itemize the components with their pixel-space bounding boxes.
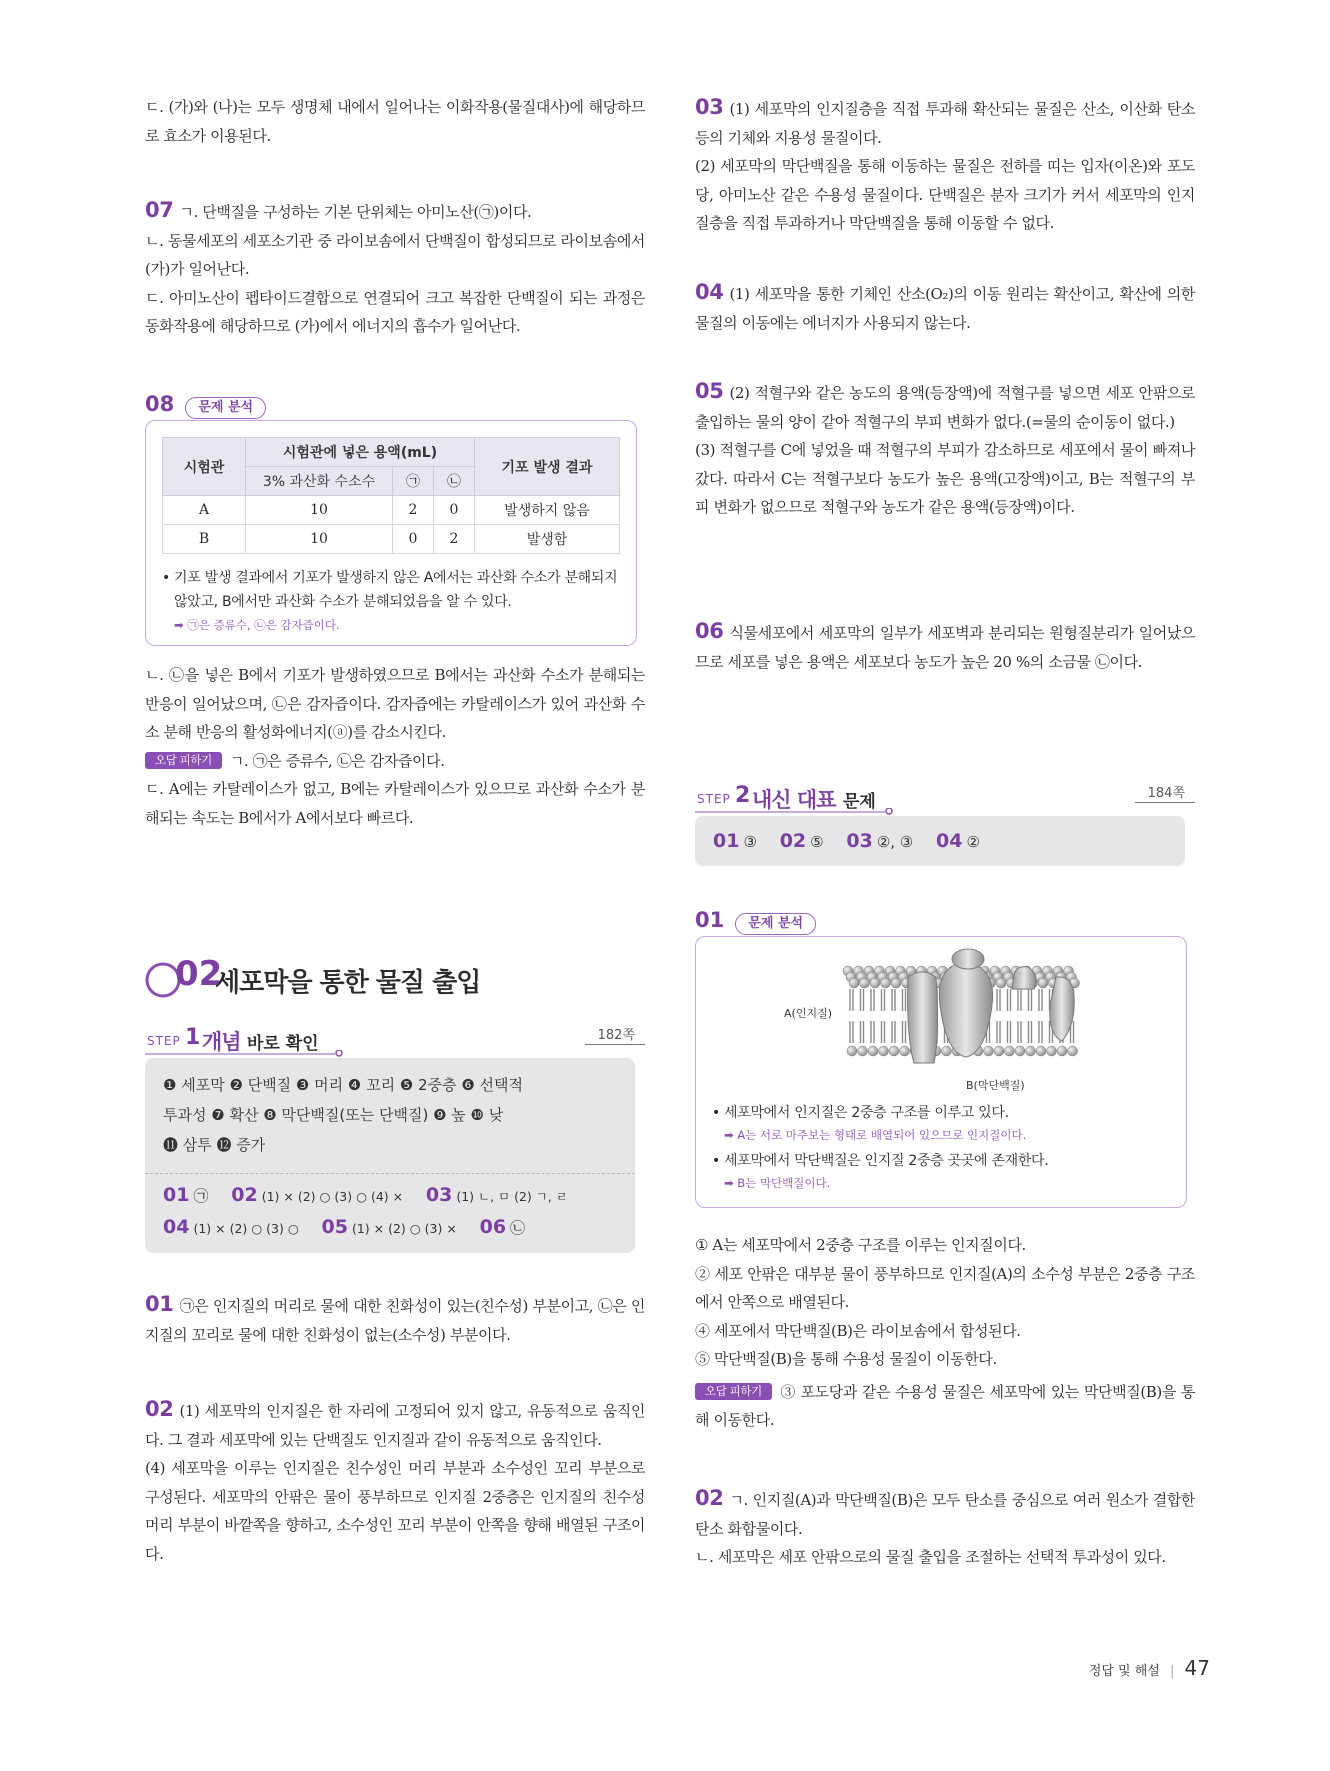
answer-line: (3) 적혈구를 C에 넣었을 때 적혈구의 부피가 감소하므로 세포에서 물이 빠져나갔다. 따라서 C는 적혈구보다 농도가 높은 용액(고장액)이고, B는 적혈구의 부피 변화가 없으므로 적혈구와 농도가 같은 용액(등장액)이다. — [695, 441, 1195, 516]
answer-number: 01 — [145, 1292, 174, 1316]
step1-box — [145, 1058, 635, 1253]
answer-line: ㄱ. 단백질을 구성하는 기본 단위체는 아미노산(㉠)이다. — [179, 203, 532, 221]
step-underline — [145, 1050, 345, 1058]
step1-answer-06 — [695, 617, 1195, 676]
cell-tube: B — [163, 525, 246, 554]
answer-07 — [145, 196, 645, 341]
answer-number: 03 — [695, 95, 724, 119]
answer-line: (2) 적혈구와 같은 농도의 용액(등장액)에 적혈구를 넣으면 세포 안팎으로 출입하는 물의 양이 같아 적혈구의 부피 변화가 없다.(=물의 순이동이 없다.) — [695, 384, 1195, 431]
answer-number: 06 — [479, 1216, 507, 1238]
keyword-list — [163, 1070, 623, 1160]
step1-answer-02 — [145, 1395, 645, 1568]
problem-01-header — [695, 908, 1195, 938]
analysis-box — [695, 936, 1187, 1208]
analysis-bullet: • 세포막에서 막단백질은 인지질 2중층 곳곳에 존재한다. — [712, 1149, 1172, 1173]
section-number: 02 — [175, 954, 223, 994]
th-a: ㉠ — [393, 467, 434, 496]
answer-number: 04 — [936, 830, 963, 852]
step-number: 2 — [735, 783, 751, 808]
answer-line: ㄴ. 세포막은 세포 안팎으로의 물질 출입을 조절하는 선택적 투과성이 있다. — [695, 1548, 1166, 1566]
answer-number: 03 — [425, 1184, 453, 1206]
answer-line: (4) 세포막을 이루는 인지질은 친수성인 머리 부분과 소수성인 꼬리 부분으로 구성된다. 세포막의 안팎은 물이 풍부하므로 인지질 2중층은 인지질의 친수성 머리 부분이 바깥쪽을 향하고, 소수성인 꼬리 부분이 안쪽을 향해 배열된 구조이다. — [145, 1459, 645, 1563]
cell-result: 발생하지 않음 — [475, 496, 620, 525]
option-line: ② 세포 안팎은 대부분 물이 풍부하므로 인지질(A)의 소수성 부분은 2중층 구조에서 안쪽으로 배열된다. — [695, 1264, 1195, 1311]
cell-membrane-diagram — [836, 945, 1086, 1085]
answer-value: ② — [966, 833, 980, 851]
answer-number: 02 — [695, 1486, 724, 1510]
analysis-box — [145, 420, 637, 646]
answer-number: 02 — [779, 830, 807, 852]
step-title-rest: 문제 — [843, 792, 876, 812]
th-b: ㉡ — [434, 467, 475, 496]
answer-08-body — [145, 661, 645, 832]
answer-value: ㉡ — [510, 1219, 526, 1237]
section-heading: 세포막을 통한 물질 출입 — [215, 968, 481, 998]
keywords-line: 투과성 ❼ 확산 ❽ 막단백질(또는 단백질) ❾ 높 ❿ 낮 — [163, 1106, 504, 1124]
answer-number: 01 — [695, 908, 725, 932]
answer-number: 02 — [145, 1397, 174, 1421]
analysis-tag: 문제 분석 — [185, 397, 266, 419]
answer-number: 01 — [713, 830, 740, 852]
th-solution: 시험관에 넣은 용액(mL) — [246, 438, 475, 467]
page-footer: 정답 및 해설 | 47 — [1088, 1656, 1210, 1680]
answer-value: (1) × (2) ○ (3) ○ (4) × — [261, 1189, 404, 1204]
answer-line: 식물세포에서 세포막의 일부가 세포벽과 분리되는 원형질분리가 일어났으므로 세포를 넣은 용액은 세포보다 농도가 높은 20 %의 소금물 ㉡이다. — [695, 624, 1195, 671]
step-title-bold: 내신 대표 — [752, 788, 836, 812]
option-line: ⑤ 막단백질(B)을 통해 수용성 물질이 이동한다. — [695, 1350, 997, 1368]
problem-01-options — [695, 1231, 1195, 1435]
option-line: ④ 세포에서 막단백질(B)은 라이보솜에서 합성된다. — [695, 1321, 1021, 1340]
option-line: ① A는 세포막에서 2중층 구조를 이루는 인지질이다. — [695, 1236, 1026, 1254]
section-title — [145, 954, 645, 1004]
answer-line: (1) 세포막의 인지질은 한 자리에 고정되어 있지 않고, 유동적으로 움직인다. 그 결과 세포막에 있는 단백질도 인지질과 같이 유동적으로 움직인다. — [145, 1402, 645, 1449]
cell-b: 2 — [434, 525, 475, 554]
step1-answer-05 — [695, 377, 1195, 522]
cell-h2o2: 10 — [246, 525, 393, 554]
step2-box — [695, 816, 1185, 866]
label-b: B(막단백질) — [966, 1079, 1025, 1092]
answer-line: (1) 세포막을 통한 기체인 산소(O₂)의 이동 원리는 확산이고, 확산에 의한 물질의 이동에는 에너지가 사용되지 않는다. — [695, 285, 1195, 332]
cell-h2o2: 10 — [246, 496, 393, 525]
answer-08-header — [145, 392, 645, 422]
answer-line: ㄱ. ㉠은 증류수, ㉡은 감자즙이다. — [229, 751, 445, 770]
answer-value: ⑤ — [810, 833, 824, 851]
answer-number: 04 — [695, 280, 724, 304]
step-label: STEP — [697, 792, 731, 806]
step-underline — [695, 808, 895, 816]
step-title-bold: 개념 — [202, 1030, 241, 1054]
cell-a: 2 — [393, 496, 434, 525]
cell-b: 0 — [434, 496, 475, 525]
step1-answer-01 — [145, 1290, 645, 1349]
analysis-bullet-text: 기포 발생 결과에서 기포가 발생하지 않은 A에서는 과산화 수소가 분해되지 않았고, B에서만 과산화 수소가 분해되었음을 알 수 있다. — [174, 570, 618, 610]
analysis-note: ➡ ㉠은 증류수, ㉡은 감자즙이다. — [174, 618, 340, 632]
page-number: 47 — [1184, 1656, 1210, 1680]
step2-answers — [713, 826, 980, 857]
step1-answer-03 — [695, 93, 1195, 238]
answer-number: 05 — [321, 1216, 348, 1238]
label-a: A(인지질) — [784, 1007, 832, 1020]
keywords-line: ❶ 세포막 ❷ 단백질 ❸ 머리 ❹ 꼬리 ❺ 2중층 ❻ 선택적 — [163, 1076, 524, 1094]
answer-value: (1) × (2) ○ (3) × — [351, 1221, 457, 1236]
step1-answer-04 — [695, 278, 1195, 337]
page-reference: 182쪽 — [597, 1028, 635, 1043]
answer-line: (2) 세포막의 막단백질을 통해 이동하는 물질은 전하를 띠는 입자(이온)와 포도당, 아미노산 같은 수용성 물질이다. 단백질은 분자 크기가 커서 세포막의 인지질층을 직접 투과하거나 막단백질을 통해 이동할 수 없다. — [695, 157, 1195, 232]
analysis-bullet-text: 세포막에서 인지질은 2중층 구조를 이루고 있다. — [724, 1105, 1009, 1121]
answer-value: ㉠ — [193, 1187, 209, 1205]
th-h2o2: 3% 과산화 수소수 — [246, 467, 393, 496]
th-result: 기포 발생 결과 — [475, 438, 620, 496]
answer-line: (1) 세포막의 인지질층을 직접 투과해 확산되는 물질은 산소, 이산화 탄소 등의 기체와 지용성 물질이다. — [695, 100, 1195, 147]
analysis-note: ➡ A는 서로 마주보는 형태로 배열되어 있으므로 인지질이다. — [724, 1128, 1027, 1142]
answer-number: 07 — [145, 198, 174, 222]
answer-line: ㄷ. A에는 카탈레이스가 없고, B에는 카탈레이스가 있으므로 과산화 수소가 분해되는 속도는 B에서가 A에서보다 빠르다. — [145, 780, 645, 827]
wrong-answer-badge: 오답 피하기 — [695, 1383, 772, 1400]
step1-answers — [163, 1180, 633, 1244]
table-row — [163, 525, 620, 554]
step1-header — [145, 1024, 645, 1056]
answer-line: ㉠은 인지질의 머리로 물에 대한 친화성이 있는(친수성) 부분이고, ㉡은 인지질의 꼬리로 물에 대한 친화성이 없는(소수성) 부분이다. — [145, 1297, 645, 1344]
answer-value: (1) ㄴ, ㅁ (2) ㄱ, ㄹ — [456, 1189, 568, 1204]
analysis-bullet: • 기포 발생 결과에서 기포가 발생하지 않은 A에서는 과산화 수소가 분해되지 않았고, B에서만 과산화 수소가 분해되었음을 알 수 있다. — [162, 566, 622, 614]
page-reference: 184쪽 — [1147, 786, 1185, 801]
answer-number: 01 — [163, 1184, 190, 1206]
answer-number: 05 — [695, 379, 724, 403]
analysis-bullet: • 세포막에서 인지질은 2중층 구조를 이루고 있다. — [712, 1101, 1172, 1125]
keywords-line: ⓫ 삼투 ⓬ 증가 — [163, 1136, 266, 1154]
answer-line: ㄱ. 인지질(A)과 막단백질(B)은 모두 탄소를 중심으로 여러 원소가 결합한 탄소 화합물이다. — [695, 1491, 1195, 1538]
step-title-rest: 바로 확인 — [247, 1034, 319, 1054]
footer-label: 정답 및 해설 — [1088, 1664, 1160, 1679]
answer-number: 02 — [231, 1184, 258, 1206]
answer-value: ②, ③ — [876, 833, 914, 851]
answer-number: 03 — [846, 830, 873, 852]
answer-value: (1) × (2) ○ (3) ○ — [193, 1221, 299, 1236]
step-label: STEP — [147, 1034, 181, 1048]
th-tube: 시험관 — [163, 438, 246, 496]
cell-result: 발생함 — [475, 525, 620, 554]
answer-06-tail: ㄷ. (가)와 (나)는 모두 생명체 내에서 일어나는 이화작용(물질대사)에 해당하므로 효소가 이용된다. — [145, 98, 645, 145]
analysis-note: ➡ B는 막단백질이다. — [724, 1176, 831, 1190]
wrong-answer-badge: 오답 피하기 — [145, 752, 222, 769]
analysis-tag: 문제 분석 — [735, 913, 816, 935]
cell-a: 0 — [393, 525, 434, 554]
answer-value: ③ — [743, 833, 757, 851]
answer-line: ㄴ. 동물세포의 세포소기관 중 라이보솜에서 단백질이 합성되므로 라이보솜에서 (가)가 일어난다. — [145, 231, 645, 278]
answer-number: 06 — [695, 619, 724, 643]
analysis-bullet-text: 세포막에서 막단백질은 인지질 2중층 곳곳에 존재한다. — [724, 1153, 1049, 1169]
step-number: 1 — [185, 1025, 201, 1050]
experiment-table — [162, 437, 620, 554]
answer-line: ㄷ. 아미노산이 펩타이드결합으로 연결되어 크고 복잡한 단백질이 되는 과정은 동화작용에 해당하므로 (가)에서 에너지의 흡수가 일어난다. — [145, 288, 645, 335]
problem-02 — [695, 1484, 1195, 1572]
table-row — [163, 496, 620, 525]
answer-number: 04 — [163, 1216, 190, 1238]
option-line: ③ 포도당과 같은 수용성 물질은 세포막에 있는 막단백질(B)을 통해 이동한다. — [695, 1382, 1195, 1429]
answer-line: ㄴ. ㉡을 넣은 B에서 기포가 발생하였으므로 B에서는 과산화 수소가 분해되는 반응이 일어났으며, ㉡은 감자즙이다. 감자즙에는 카탈레이스가 있어 과산화 수소 분해 반응의 활성화에너지(ⓐ)를 감소시킨다. — [145, 666, 645, 741]
answer-number: 08 — [145, 392, 175, 416]
cell-tube: A — [163, 496, 246, 525]
step2-header — [695, 782, 1195, 814]
